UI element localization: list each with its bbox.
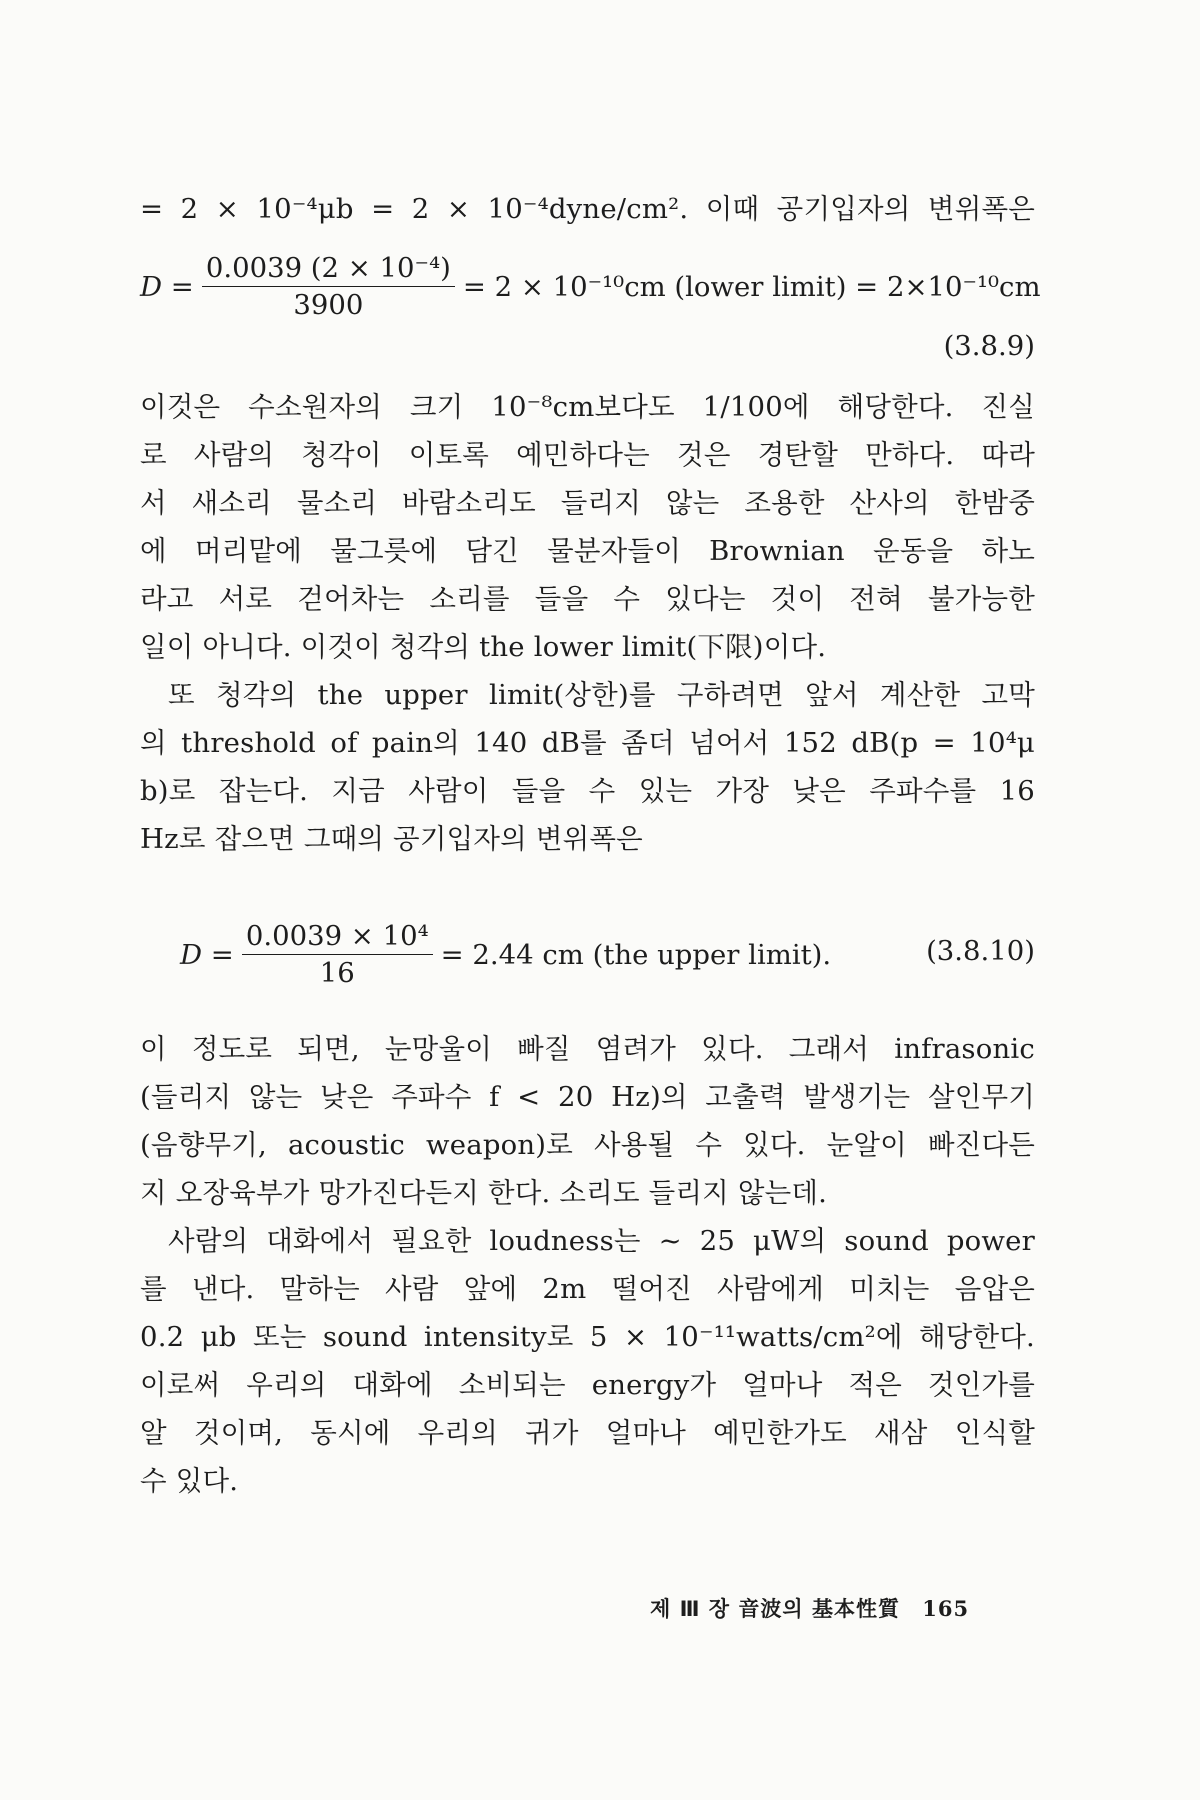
paragraph-4 (140, 1217, 1035, 1505)
equation-fraction (202, 252, 455, 321)
equation-lhs: D = (140, 270, 194, 303)
paragraph-line: 이 정도로 되면, 눈망울이 빠질 염려가 있다. 그래서 infrasonic (140, 1033, 1035, 1065)
equation-rhs: = 2.44 cm (the upper limit). (440, 938, 832, 971)
paragraph-line: 또 청각의 the upper limit(상한)를 구하려면 앞서 계산한 고막 (168, 679, 1035, 711)
paragraph-line: 수 있다. (140, 1465, 239, 1497)
fraction-denominator: 16 (319, 957, 355, 989)
running-footer (650, 1593, 1020, 1623)
paragraph-1 (140, 383, 1035, 671)
fraction-denominator: 3900 (293, 289, 364, 321)
fraction-numerator: 0.0039 (2 × 10⁻⁴) (202, 252, 455, 287)
equation-fraction (242, 920, 433, 989)
paragraph-2 (140, 671, 1035, 863)
paragraph-line: 이것은 수소원자의 크기 10⁻⁸cm보다도 1/100에 해당한다. 진실 (140, 391, 1035, 423)
paragraph-line: 의 threshold of pain의 140 dB를 좀더 넘어서 152 dB(p = 10⁴μ (140, 727, 1035, 759)
paragraph-line: 알 것이며, 동시에 우리의 귀가 얼마나 예민한가도 새삼 인식할 (140, 1417, 1035, 1449)
paragraph-3 (140, 1025, 1035, 1217)
equation-number: (3.8.10) (926, 935, 1035, 967)
paragraph-line: 이로써 우리의 대화에 소비되는 energy가 얼마나 적은 것인가를 (140, 1369, 1035, 1401)
paragraph-line: b)로 잡는다. 지금 사람이 들을 수 있는 가장 낮은 주파수를 16 (140, 775, 1035, 807)
paragraph-line: 를 낸다. 말하는 사람 앞에 2m 떨어진 사람에게 미치는 음압은 (140, 1273, 1035, 1305)
paragraph-line: 일이 아니다. 이것이 청각의 the lower limit(下限)이다. (140, 631, 827, 663)
page-number: 165 (922, 1596, 970, 1621)
paragraph-line: Hz로 잡으면 그때의 공기입자의 변위폭은 (140, 823, 643, 855)
paragraph-line: (음향무기, acoustic weapon)로 사용될 수 있다. 눈알이 빠진다든 (140, 1129, 1035, 1161)
paragraph-line: 0.2 μb 또는 sound intensity로 5 × 10⁻¹¹watts/cm²에 해당한다. (140, 1321, 1035, 1353)
paragraph-line: 사람의 대화에서 필요한 loudness는 ~ 25 μW의 sound power (168, 1225, 1035, 1257)
paragraph-line: (들리지 않는 낮은 주파수 f < 20 Hz)의 고출력 발생기는 살인무기 (140, 1081, 1035, 1113)
paragraph-line: 에 머리맡에 물그릇에 담긴 물분자들이 Brownian 운동을 하노 (140, 535, 1035, 567)
equation-rhs: = 2 × 10⁻¹⁰cm (lower limit) = 2×10⁻¹⁰cm (462, 270, 1041, 303)
paragraph-line: 라고 서로 걷어차는 소리를 들을 수 있다는 것이 전혀 불가능한 (140, 583, 1035, 615)
opening-line: = 2 × 10⁻⁴μb = 2 × 10⁻⁴dyne/cm². 이때 공기입자의 변위폭은 (140, 193, 1035, 225)
paragraph-line: 서 새소리 물소리 바람소리도 들리지 않는 조용한 산사의 한밤중 (140, 487, 1035, 519)
equation-3-8-9 (140, 252, 1041, 362)
chapter-title: 제 Ⅲ 장 音波의 基本性質 (650, 1597, 900, 1621)
equation-lhs: D = (180, 938, 234, 971)
equation-number: (3.8.9) (943, 330, 1035, 362)
equation-row (180, 920, 1035, 989)
paragraph-line: 로 사람의 청각이 이토록 예민하다는 것은 경탄할 만하다. 따라 (140, 439, 1035, 471)
equation-3-8-10 (180, 920, 1035, 989)
equation-row (140, 252, 1041, 321)
fraction-numerator: 0.0039 × 10⁴ (242, 920, 433, 955)
paragraph-line: 지 오장육부가 망가진다든지 한다. 소리도 들리지 않는데. (140, 1177, 828, 1209)
opening-line-block (140, 185, 1035, 233)
